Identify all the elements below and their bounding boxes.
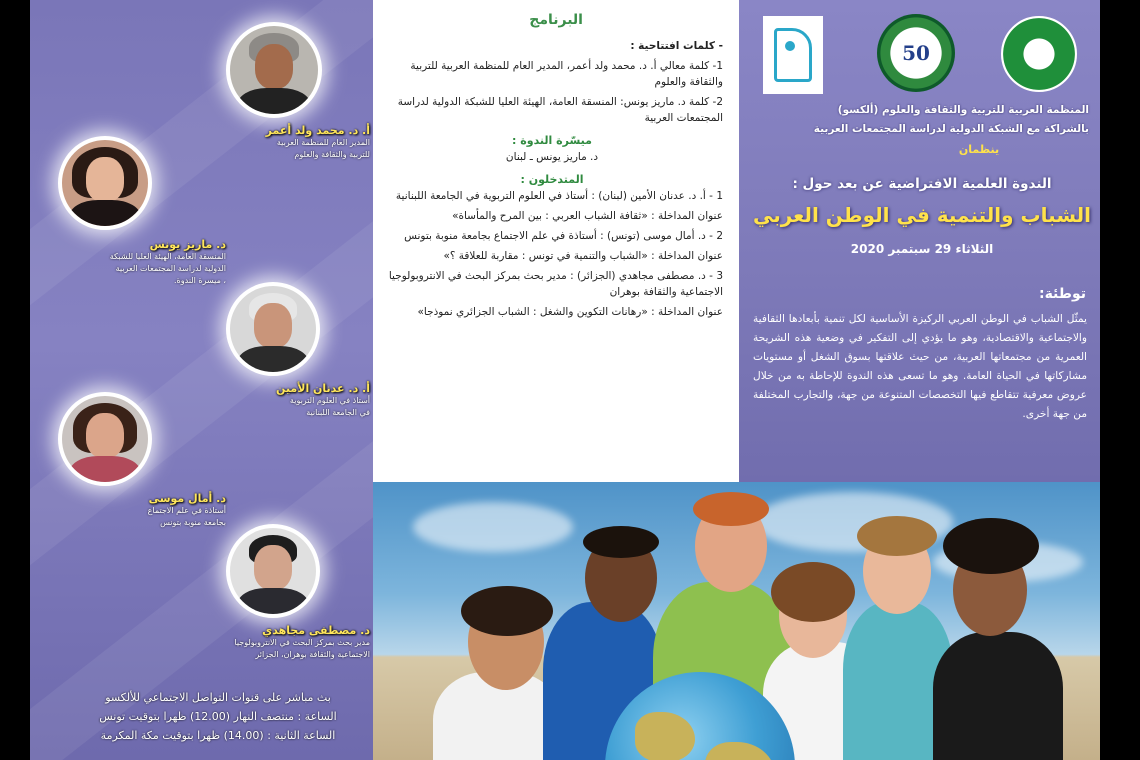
alecso-logo-icon xyxy=(1001,16,1077,92)
opening-speech-2: 2- كلمة د. ماريز يونس: المنسقة العامة، الهيئة العليا للشبكة الدولية لدراسة المجتمعات العربية xyxy=(397,96,723,124)
speaker-name: أ. د. محمد ولد أعمر xyxy=(265,124,370,137)
speaker-desc: ، ميسرة الندوة. xyxy=(174,276,226,285)
talk-speaker-3: 3 - د. مصطفى مجاهدي (الجزائر) : مدير بحث بمركز البحث في الانتروبولوجيا الاجتماعية والثقافة بوهران xyxy=(388,270,723,298)
moderator-label: ميسّرة الندوة : xyxy=(512,134,592,147)
speaker-desc: المدير العام للمنظمة العربية xyxy=(276,138,370,147)
speaker-photo-3 xyxy=(226,282,320,376)
speaker-desc: الاجتماعية والثقافة بوهران، الجزائر xyxy=(255,650,370,659)
talk-speaker-1: 1 - أ. د. عدنان الأمين (لبنان) : أستاذ في العلوم التربوية في الجامعة اللبنانية xyxy=(395,190,723,202)
speaker-card-3 xyxy=(180,382,370,419)
speaker-card-1 xyxy=(180,124,370,161)
speaker-desc: الدولية لدراسة المجتمعات العربية xyxy=(115,264,226,273)
speakers-panel xyxy=(30,0,375,760)
speaker-name: د. أمال موسى xyxy=(148,492,226,505)
anniversary-number: 50 xyxy=(902,41,930,65)
inass-logo-icon xyxy=(763,16,823,94)
speaker-name: د. ماريز يونس xyxy=(149,238,226,251)
header-panel xyxy=(739,0,1100,482)
conference-main-title: الشباب والتنمية في الوطن العربي xyxy=(752,203,1092,227)
left-black-bar xyxy=(0,0,30,760)
speakers-label: المتدخلون : xyxy=(520,173,584,186)
speaker-card-2 xyxy=(36,238,226,287)
speaker-desc: بجامعة منوبة بتونس xyxy=(160,518,226,527)
talk-speaker-2: 2 - د. أمال موسى (تونس) : أستاذة في علم الاجتماع بجامعة منوبة بتونس xyxy=(404,230,723,242)
intro-text: يمثّل الشباب في الوطن العربي الركيزة الأساسية لكل تنمية بأبعادها الثقافية والاجتماعية والاقتصادية، وهو ما يؤدي إلى التفكير في وضعية هذه الشريحة العمرية من مجتمعاتها العربية، من حيث علاقتها بسوق الشغل أو مستويات مشاركاتها في الحياة العامة. وهو ما تسعى هذه الندوة للإحاطة به من خلال عروض معرفية تتقاطع فيها التخصصات المتنوعة من جهة، والتجارب المختلفة من جهة أخرى. xyxy=(753,313,1087,420)
broadcast-line: الساعة : منتصف النهار (12.00) ظهرا بتوقيت تونس xyxy=(99,710,337,723)
speaker-photo-4 xyxy=(58,392,152,486)
speaker-photo-1 xyxy=(226,22,322,118)
program-panel xyxy=(373,0,739,482)
conference-date: الثلاثاء 29 سبتمبر 2020 xyxy=(850,242,994,256)
talk-title-2: عنوان المداخلة : «الشباب والتنمية في تونس : مقاربة للعلاقة ؟» xyxy=(443,250,723,262)
organize-label: ينظمان xyxy=(958,143,1000,156)
speaker-desc: للتربية والثقافة والعلوم xyxy=(294,150,370,159)
speaker-desc: أستاذة في علم الاجتماع xyxy=(147,506,226,515)
org-line-2: بالشراكة مع الشبكة الدولية لدراسة المجتمعات العربية xyxy=(813,123,1089,135)
speaker-desc: في الجامعة اللبنانية xyxy=(306,408,370,417)
anniversary-50-logo-icon xyxy=(877,14,955,92)
broadcast-line: بث مباشر على قنوات التواصل الاجتماعي للألكسو xyxy=(105,691,331,704)
moderator-name: د. ماريز يونس ـ لبنان xyxy=(505,151,599,163)
intro-heading: توطئة: xyxy=(1038,286,1086,302)
program-title: البرنامج xyxy=(529,12,583,28)
speaker-name: د. مصطفى مجاهدي xyxy=(262,624,370,637)
opening-label: - كلمات افتتاحية : xyxy=(630,40,723,52)
conference-title: الندوة العلمية الافتراضية عن بعد حول : xyxy=(792,176,1052,192)
youth-group-photo xyxy=(373,482,1100,760)
org-line-1: المنظمة العربية للتربية والثقافة والعلوم (ألكسو) xyxy=(837,104,1089,116)
speaker-card-4 xyxy=(36,492,226,529)
speaker-photo-2 xyxy=(58,136,152,230)
broadcast-info xyxy=(68,688,368,745)
speaker-desc: أستاذ في العلوم التربوية xyxy=(289,396,370,405)
speaker-name: أ. د. عدنان الأمين xyxy=(276,382,370,395)
speaker-desc: مدير بحث بمركز البحث في الانتروبولوجيا xyxy=(234,638,370,647)
speaker-photo-5 xyxy=(226,524,320,618)
talk-title-3: عنوان المداخلة : «رهانات التكوين والشغل : الشباب الجزائري نموذجا» xyxy=(417,306,723,318)
talk-title-1: عنوان المداخلة : «ثقافة الشباب العربي : بين المرح والمأساة» xyxy=(452,210,723,222)
opening-speech-1: 1- كلمة معالي أ. د. محمد ولد أعمر، المدير العام للمنظمة العربية للتربية والثقافة والعلوم xyxy=(410,60,723,88)
right-black-bar xyxy=(1100,0,1140,760)
broadcast-line: الساعة الثانية : (14.00) ظهرا بتوقيت مكة المكرمة xyxy=(100,729,336,742)
speaker-desc: المنسقة العامة، الهيئة العليا للشبكة xyxy=(109,252,226,261)
speaker-card-5 xyxy=(160,624,370,661)
